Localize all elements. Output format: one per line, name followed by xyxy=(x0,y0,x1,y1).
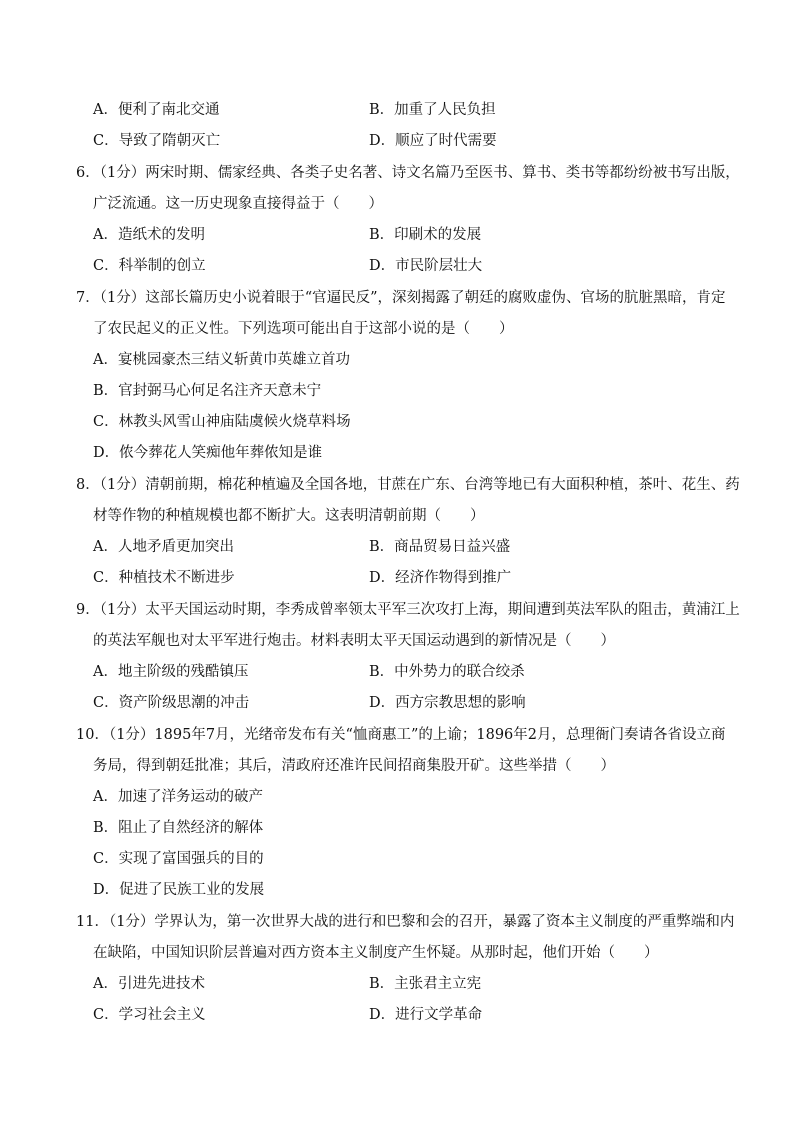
q10-stem-line1: 10．（1分）1895年7月，光绪帝发布有关“恤商惠工”的上谕；1896年2月，总理衙门奏请各省设立商 xyxy=(76,727,726,743)
q7-option-d: D．侬今葬花人笑痴他年葬侬知是谁 xyxy=(93,445,323,461)
q11-option-b: B．主张君主立宪 xyxy=(369,976,482,992)
q6-stem-line1: 6．（1分）两宋时期、儒家经典、各类子史名著、诗文名篇乃至医书、算书、类书等都纷纷被书写出版， xyxy=(76,165,740,181)
q11-stem-line2: 在缺陷，中国知识阶层普遍对西方资本主义制度产生怀疑。从那时起，他们开始（ ） xyxy=(93,945,659,961)
q11-option-d: D．进行文学革命 xyxy=(369,1007,483,1023)
q8-stem-line2: 材等作物的种植规模也都不断扩大。这表明清朝前期（ ） xyxy=(93,508,485,524)
q7-stem-line2: 了农民起义的正义性。下列选项可能出自于这部小说的是（ ） xyxy=(93,321,514,337)
q6-option-c: C．科举制的创立 xyxy=(93,258,206,274)
q11-option-c: C．学习社会主义 xyxy=(93,1007,206,1023)
q6-option-b: B．印刷术的发展 xyxy=(369,227,482,243)
q9-stem-line2: 的英法军舰也对太平军进行炮击。材料表明太平天国运动遇到的新情况是（ ） xyxy=(93,633,615,649)
q5-option-a: A．便利了南北交通 xyxy=(93,102,220,118)
q10-option-b: B．阻止了自然经济的解体 xyxy=(93,820,264,836)
q8-option-b: B．商品贸易日益兴盛 xyxy=(369,539,511,555)
q7-option-c: C．林教头风雪山神庙陆虞候火烧草料场 xyxy=(93,414,351,430)
q10-option-a: A．加速了洋务运动的破产 xyxy=(93,789,263,805)
q9-option-b: B．中外势力的联合绞杀 xyxy=(369,664,525,680)
q7-option-a: A．宴桃园豪杰三结义斩黄巾英雄立首功 xyxy=(93,352,350,368)
q9-option-a: A．地主阶级的残酷镇压 xyxy=(93,664,249,680)
q11-stem-line1: 11．（1分）学界认为，第一次世界大战的进行和巴黎和会的召开，暴露了资本主义制度的严重弊端和内 xyxy=(76,914,735,930)
q8-stem-line1: 8．（1分）清朝前期，棉花种植遍及全国各地，甘蔗在广东、台湾等地已有大面积种植，茶叶、花生、药 xyxy=(76,477,740,493)
q8-option-d: D．经济作物得到推广 xyxy=(369,570,512,586)
q8-option-a: A．人地矛盾更加突出 xyxy=(93,539,234,555)
q5-option-c: C．导致了隋朝灭亡 xyxy=(93,133,221,149)
q5-option-b: B．加重了人民负担 xyxy=(369,102,496,118)
q10-stem-line2: 务局，得到朝廷批准；其后，清政府还准许民间招商集股开矿。这些举措（ ） xyxy=(93,758,615,774)
q6-option-d: D．市民阶层壮大 xyxy=(369,258,483,274)
q6-stem-line2: 广泛流通。这一历史现象直接得益于（ ） xyxy=(93,196,383,212)
q9-stem-line1: 9．（1分）太平天国运动时期，李秀成曾率领太平军三次攻打上海，期间遭到英法军队的阻击，黄浦江上 xyxy=(76,602,740,618)
q7-option-b: B．官封弼马心何足名注齐天意未宁 xyxy=(93,383,322,399)
q9-option-c: C．资产阶级思潮的冲击 xyxy=(93,695,250,711)
q11-option-a: A．引进先进技术 xyxy=(93,976,205,992)
q7-stem-line1: 7．（1分）这部长篇历史小说着眼于“官逼民反”，深刻揭露了朝廷的腐败虚伪、官场的肮脏黑暗，肯定 xyxy=(76,290,726,306)
q9-option-d: D．西方宗教思想的影响 xyxy=(369,695,526,711)
q6-option-a: A．造纸术的发明 xyxy=(93,227,205,243)
q10-option-c: C．实现了富国强兵的目的 xyxy=(93,851,264,867)
q10-option-d: D．促进了民族工业的发展 xyxy=(93,882,265,898)
q5-option-d: D．顺应了时代需要 xyxy=(369,133,497,149)
q8-option-c: C．种植技术不断进步 xyxy=(93,570,235,586)
